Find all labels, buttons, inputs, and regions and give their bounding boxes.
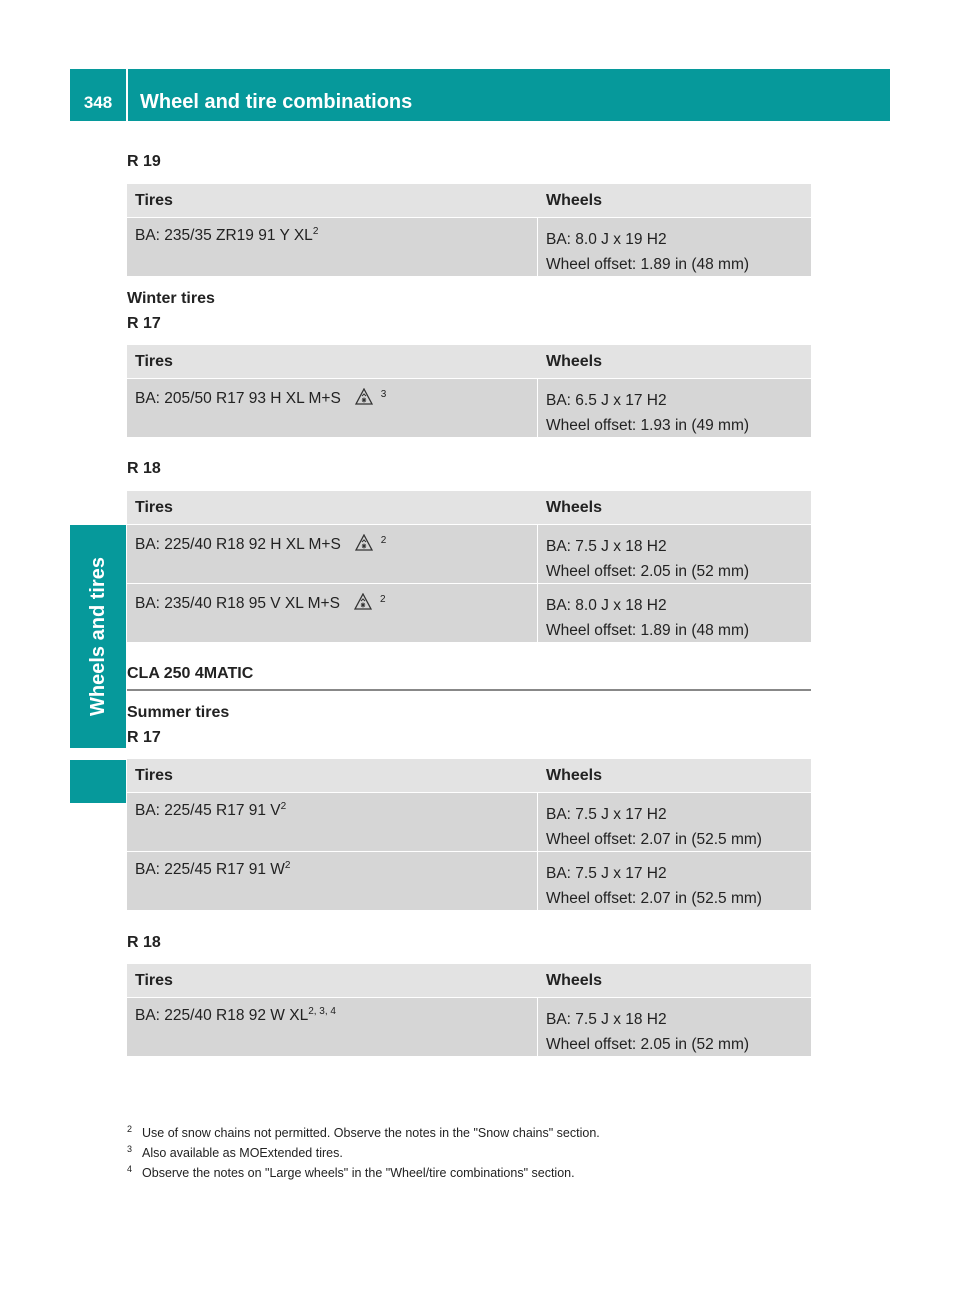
footnote-ref: 2 [379,593,386,605]
tire-table-r19 [127,184,811,276]
table-row [127,525,811,584]
tire-table-summer-r18 [127,964,811,1056]
column-separator [537,525,538,583]
section-label-r19: R 19 [127,153,161,170]
wheel-spec: BA: 7.5 J x 17 H2 Wheel offset: 2.07 in (52.5 mm) [546,865,762,907]
section-label-r18: R 18 [127,460,161,477]
wheel-spec: BA: 7.5 J x 18 H2 Wheel offset: 2.05 in (52 mm) [546,1011,750,1053]
header-tires: Tires [135,767,173,784]
table-header [127,964,811,998]
page-title: Wheel and tire combinations [140,91,413,113]
table-header [127,184,811,218]
section-label-winter: Winter tires [127,290,215,307]
mountain-snowflake-icon [355,388,373,406]
header-wheels: Wheels [546,767,603,784]
footnote-ref: 2 [280,800,287,812]
section-divider [127,689,811,691]
column-separator [537,218,538,276]
tire-spec: BA: 225/45 R17 91 $W^2$ [135,859,291,878]
wheel-spec: BA: 8.0 J x 19 H2 Wheel offset: 1.89 in (48 mm) [546,231,750,273]
section-label-r18: R 18 [127,934,161,951]
footnote: $^4$ Observe the notes on "Large wheels" in the "Wheel/tire combinations" section. [127,1163,575,1180]
header-wheels: Wheels [546,353,603,370]
wheel-spec: BA: 6.5 J x 17 H2 Wheel offset: 1.93 in (49 mm) [546,392,750,434]
tire-table-summer-r17 [127,759,811,910]
header-tires: Tires [135,353,173,370]
model-title: CLA 250 4MATIC [127,665,254,682]
table-header [127,759,811,793]
header-separator [126,69,128,121]
section-label-r17: R 17 [127,729,161,746]
column-separator [537,584,538,642]
footnote-ref: 2, 3, 4 [308,1005,336,1017]
table-row [127,998,811,1056]
page-number: 348 [83,93,113,112]
tire-spec: BA: 205/50 R17 93 H XL M+S $^3$ [135,388,387,407]
tire-table-winter-r18 [127,491,811,642]
header-wheels: Wheels [546,972,603,989]
footnote: $^2$ Use of snow chains not permitted. Observe the notes in the "Snow chains" section. [127,1123,600,1140]
header-tires: Tires [135,972,173,989]
table-row [127,584,811,642]
header-tires: Tires [135,192,173,209]
chapter-side-tab [70,525,126,748]
table-row [127,793,811,852]
tire-spec: BA: 225/40 R18 92 W XL$^{2, 3, 4}$ [135,1005,336,1024]
mountain-snowflake-icon [355,534,373,552]
header-wheels: Wheels [546,192,603,209]
tire-spec: BA: 225/45 R17 91 $V^2$ [135,800,287,819]
column-separator [537,998,538,1056]
wheel-spec: BA: 7.5 J x 18 H2 Wheel offset: 2.05 in (52 mm) [546,538,750,580]
header-wheels: Wheels [546,499,603,516]
wheel-spec: BA: 8.0 J x 18 H2 Wheel offset: 1.89 in (48 mm) [546,597,750,639]
chapter-label: Wheels and tires [86,557,109,716]
table-row [127,218,811,276]
footnote: $^3$ Also available as MOExtended tires. [127,1143,343,1160]
table-row [127,379,811,437]
column-separator [537,852,538,910]
wheel-spec: BA: 7.5 J x 17 H2 Wheel offset: 2.07 in (52.5 mm) [546,806,762,848]
footnote-ref: 2 [284,859,291,871]
header-tires: Tires [135,499,173,516]
column-separator [537,793,538,851]
page-header [70,69,890,121]
footnote-ref: 2 [380,534,387,546]
chapter-marker [70,760,126,803]
tire-spec: BA: 235/40 R18 95 V XL M+S $^2$ [135,593,386,612]
tire-table-winter-r17 [127,345,811,437]
table-header [127,345,811,379]
column-separator [537,379,538,437]
footnote-ref: 3 [380,388,387,400]
section-label-r17: R 17 [127,315,161,332]
table-header [127,491,811,525]
section-label-summer: Summer tires [127,704,230,721]
tire-spec: BA: 235/35 ZR19 91 Y $XL^2$ [135,225,319,244]
footnote-ref: 2 [312,225,319,237]
tire-spec: BA: 225/40 R18 92 H XL M+S $^2$ [135,534,387,553]
table-row [127,852,811,910]
mountain-snowflake-icon [354,593,372,611]
